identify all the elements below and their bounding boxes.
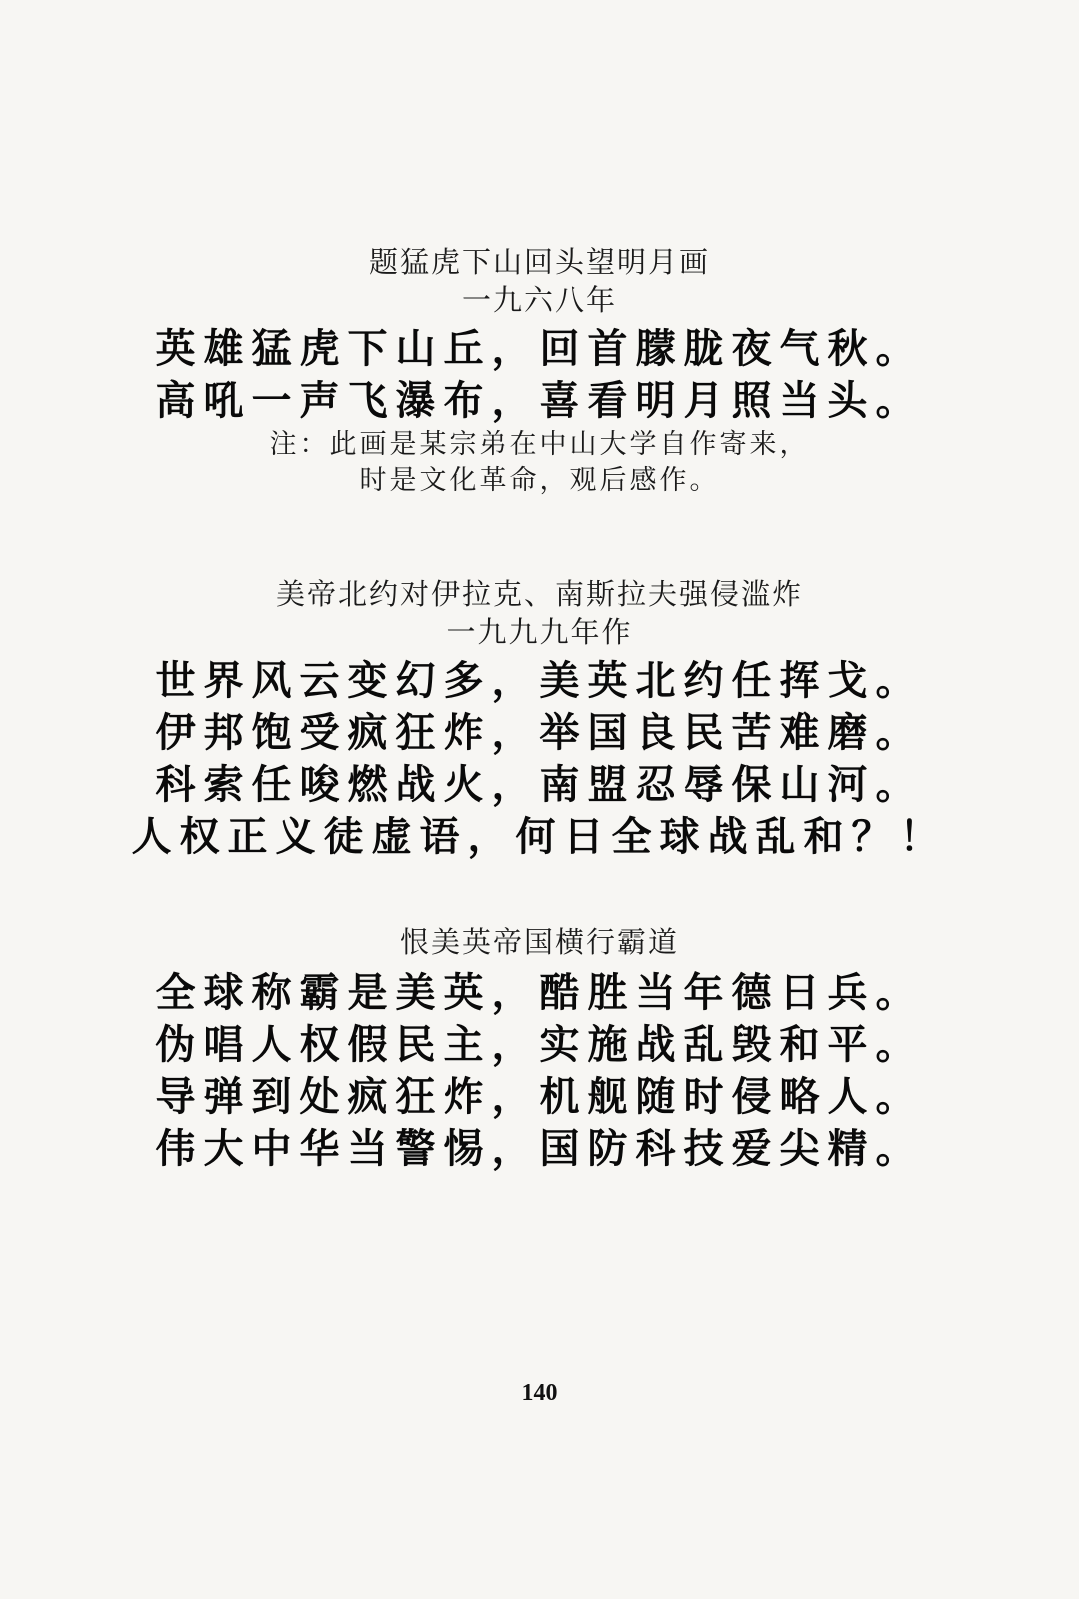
poem-line: 人权正义徒虚语，何日全球战乱和？！ — [131, 814, 948, 860]
poem-line: 导弹到处疯狂炸，机舰随时侵略人。 — [155, 1074, 924, 1120]
poem-title: 恨美英帝国横行霸道 — [399, 925, 679, 959]
poem-title: 题猛虎下山回头望明月画 — [368, 245, 710, 279]
poem-line: 伊邦饱受疯狂炸，举国良民苦难磨。 — [155, 710, 924, 756]
poem-note: 注：此画是某宗弟在中山大学自作寄来， — [269, 429, 810, 460]
poem-line: 伟大中华当警惕，国防科技爱尖精。 — [155, 1126, 924, 1172]
poem-2 — [0, 575, 1079, 863]
poem-line: 伪唱人权假民主，实施战乱毁和平。 — [155, 1022, 924, 1068]
poem-line: 科索任唆燃战火，南盟忍辱保山河。 — [155, 762, 924, 808]
poem-date: 一九九九年作 — [446, 615, 633, 649]
poem-title: 美帝北约对伊拉克、南斯拉夫强侵滥炸 — [275, 577, 803, 611]
poem-line: 全球称霸是美英，酷胜当年德日兵。 — [155, 970, 924, 1016]
page-number: 140 — [521, 1380, 558, 1406]
poem-line: 世界风云变幻多，美英北约任挥戈。 — [155, 658, 924, 704]
poem-1 — [0, 243, 1079, 499]
poem-3 — [0, 923, 1079, 1175]
poem-line: 高吼一声飞瀑布，喜看明月照当头。 — [155, 378, 924, 424]
poem-date: 一九六八年 — [461, 283, 617, 317]
poem-note: 时是文化革命，观后感作。 — [359, 465, 720, 496]
poem-line: 英雄猛虎下山丘，回首朦胧夜气秋。 — [155, 326, 924, 372]
